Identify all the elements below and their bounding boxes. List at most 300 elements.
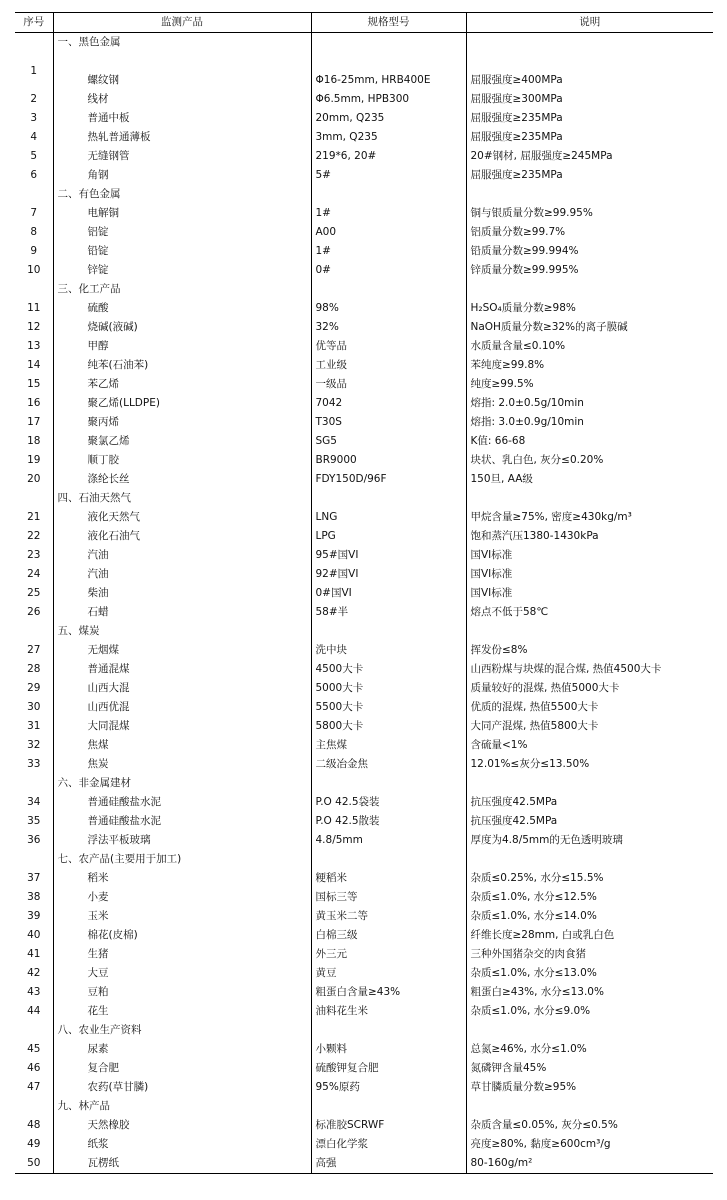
product-name: 电解铜 bbox=[53, 204, 311, 223]
description-value bbox=[466, 1097, 713, 1116]
row-number: 7 bbox=[30, 207, 38, 219]
row-number: 42 bbox=[27, 967, 41, 979]
table-row bbox=[15, 926, 713, 945]
spec-value: 洗中块 bbox=[311, 641, 466, 660]
spec-value: 粳稻米 bbox=[311, 869, 466, 888]
product-name: 液化天然气 bbox=[53, 508, 311, 527]
spec-value bbox=[311, 1021, 466, 1040]
product-name: 普通硅酸盐水泥 bbox=[53, 793, 311, 812]
row-number: 5 bbox=[30, 150, 38, 162]
product-name: 聚氯乙烯 bbox=[53, 432, 311, 451]
spec-value: 5# bbox=[311, 166, 466, 185]
table-row bbox=[15, 869, 713, 888]
spec-value: 0# bbox=[311, 261, 466, 280]
spec-value: T30S bbox=[311, 413, 466, 432]
spec-value: 主焦煤 bbox=[311, 736, 466, 755]
row-number: 14 bbox=[27, 359, 41, 371]
row-number: 50 bbox=[15, 1154, 53, 1174]
row-number: 36 bbox=[27, 834, 41, 846]
table-row bbox=[15, 964, 713, 983]
product-name: 山西优混 bbox=[53, 698, 311, 717]
row-number: 31 bbox=[27, 720, 41, 732]
spec-value bbox=[311, 280, 466, 299]
table-row bbox=[15, 1078, 713, 1097]
spec-value: 32% bbox=[311, 318, 466, 337]
row-number bbox=[15, 185, 53, 204]
description-value: 12.01%≤灰分≤13.50% bbox=[466, 755, 713, 774]
product-name: 大豆 bbox=[53, 964, 311, 983]
product-name: 汽油 bbox=[53, 546, 311, 565]
row-number: 48 bbox=[27, 1119, 41, 1131]
table-row bbox=[15, 242, 713, 261]
row-number: 43 bbox=[27, 986, 41, 998]
product-name: 瓦楞纸 bbox=[53, 1154, 311, 1174]
spec-value: 98% bbox=[311, 299, 466, 318]
spec-value: 黄玉米二等 bbox=[311, 907, 466, 926]
table-header-row bbox=[15, 13, 713, 33]
row-number: 15 bbox=[27, 378, 41, 390]
spec-value: P.O 42.5散装 bbox=[311, 812, 466, 831]
category-row bbox=[15, 489, 713, 508]
spec-value: 20mm, Q235 bbox=[311, 109, 466, 128]
description-value bbox=[466, 33, 713, 53]
row-number: 40 bbox=[27, 929, 41, 941]
description-value: 屈服强度≥300MPa bbox=[466, 90, 713, 109]
table-row bbox=[15, 1116, 713, 1135]
spec-value: 一级品 bbox=[311, 375, 466, 394]
product-name: 焦炭 bbox=[53, 755, 311, 774]
table-row bbox=[15, 318, 713, 337]
table-row bbox=[15, 375, 713, 394]
description-value: 甲烷含量≥75%, 密度≥430kg/m³ bbox=[466, 508, 713, 527]
row-number bbox=[15, 774, 53, 793]
description-value: H₂SO₄质量分数≥98% bbox=[466, 299, 713, 318]
table-row bbox=[15, 736, 713, 755]
row-number bbox=[15, 850, 53, 869]
category-label: 四、石油天然气 bbox=[53, 489, 311, 508]
table-row bbox=[15, 470, 713, 489]
category-row bbox=[15, 1021, 713, 1040]
row-number: 4 bbox=[30, 131, 38, 143]
spec-value: 国标三等 bbox=[311, 888, 466, 907]
product-name: 汽油 bbox=[53, 565, 311, 584]
category-label: 一、黑色金属 bbox=[53, 33, 311, 53]
row-number: 17 bbox=[27, 416, 41, 428]
description-value: 150旦, AA级 bbox=[466, 470, 713, 489]
category-row bbox=[15, 280, 713, 299]
spec-value bbox=[311, 850, 466, 869]
row-number: 49 bbox=[27, 1138, 41, 1150]
table-row bbox=[15, 508, 713, 527]
row-number: 13 bbox=[27, 340, 41, 352]
product-name: 铝锭 bbox=[53, 223, 311, 242]
description-value: 三种外国猪杂交的肉食猪 bbox=[466, 945, 713, 964]
table-row bbox=[15, 546, 713, 565]
product-name: 涤纶长丝 bbox=[53, 470, 311, 489]
row-number: 1 bbox=[30, 65, 38, 77]
spec-value bbox=[311, 33, 466, 53]
category-label: 八、农业生产资料 bbox=[53, 1021, 311, 1040]
description-value bbox=[466, 1021, 713, 1040]
product-name: 苯乙烯 bbox=[53, 375, 311, 394]
table-row bbox=[15, 1002, 713, 1021]
table-row bbox=[15, 1059, 713, 1078]
description-value: 纤维长度≥28mm, 白或乳白色 bbox=[466, 926, 713, 945]
row-number: 21 bbox=[27, 511, 41, 523]
table-row bbox=[15, 888, 713, 907]
spec-value: Φ16-25mm, HRB400E bbox=[311, 52, 466, 90]
category-row bbox=[15, 33, 713, 53]
table-row bbox=[15, 299, 713, 318]
spec-value: 95%原药 bbox=[311, 1078, 466, 1097]
row-number: 6 bbox=[30, 169, 38, 181]
spec-value: 小颗料 bbox=[311, 1040, 466, 1059]
table-row bbox=[15, 223, 713, 242]
product-name: 天然橡胶 bbox=[53, 1116, 311, 1135]
spec-value: Φ6.5mm, HPB300 bbox=[311, 90, 466, 109]
product-name: 稻米 bbox=[53, 869, 311, 888]
description-value: 屈服强度≥235MPa bbox=[466, 109, 713, 128]
row-number: 19 bbox=[27, 454, 41, 466]
row-number: 25 bbox=[27, 587, 41, 599]
table-row bbox=[15, 679, 713, 698]
row-number: 38 bbox=[27, 891, 41, 903]
spec-value: 外三元 bbox=[311, 945, 466, 964]
product-name: 小麦 bbox=[53, 888, 311, 907]
spec-value bbox=[311, 774, 466, 793]
spec-value: 标准胶SCRWF bbox=[311, 1116, 466, 1135]
product-name: 柴油 bbox=[53, 584, 311, 603]
description-value: 山西粉煤与块煤的混合煤, 热值4500大卡 bbox=[466, 660, 713, 679]
row-number: 3 bbox=[30, 112, 38, 124]
description-value: 饱和蒸汽压1380-1430kPa bbox=[466, 527, 713, 546]
category-row bbox=[15, 185, 713, 204]
table-row bbox=[15, 641, 713, 660]
product-name: 线材 bbox=[53, 90, 311, 109]
table-row bbox=[15, 983, 713, 1002]
spec-value: 硫酸钾复合肥 bbox=[311, 1059, 466, 1078]
description-value: 80-160g/m² bbox=[466, 1154, 713, 1174]
table-row bbox=[15, 1154, 713, 1174]
description-value: 杂质≤1.0%, 水分≤9.0% bbox=[466, 1002, 713, 1021]
table-row bbox=[15, 603, 713, 622]
product-name: 焦煤 bbox=[53, 736, 311, 755]
spec-value: P.O 42.5袋装 bbox=[311, 793, 466, 812]
spec-value: 粗蛋白含量≥43% bbox=[311, 983, 466, 1002]
table-row bbox=[15, 432, 713, 451]
table-row bbox=[15, 337, 713, 356]
product-name: 铅锭 bbox=[53, 242, 311, 261]
description-value: 杂质≤1.0%, 水分≤14.0% bbox=[466, 907, 713, 926]
table-row bbox=[15, 1040, 713, 1059]
description-value: 20#钢材, 屈服强度≥245MPa bbox=[466, 147, 713, 166]
spec-value: BR9000 bbox=[311, 451, 466, 470]
product-name: 普通中板 bbox=[53, 109, 311, 128]
table-row bbox=[15, 413, 713, 432]
table-row bbox=[15, 527, 713, 546]
table-row bbox=[15, 907, 713, 926]
table-row bbox=[15, 945, 713, 964]
description-value: 国VI标准 bbox=[466, 546, 713, 565]
row-number: 46 bbox=[27, 1062, 41, 1074]
table-row bbox=[15, 717, 713, 736]
description-value: 杂质≤1.0%, 水分≤13.0% bbox=[466, 964, 713, 983]
category-label: 九、林产品 bbox=[53, 1097, 311, 1116]
description-value: 草甘膦质量分数≥95% bbox=[466, 1078, 713, 1097]
header-number: 序号 bbox=[15, 13, 53, 33]
product-name: 无缝钢管 bbox=[53, 147, 311, 166]
table-row bbox=[15, 451, 713, 470]
description-value: 铜与银质量分数≥99.95% bbox=[466, 204, 713, 223]
table-row bbox=[15, 166, 713, 185]
category-label: 六、非金属建材 bbox=[53, 774, 311, 793]
spec-value bbox=[311, 185, 466, 204]
description-value: 质量较好的混煤, 热值5000大卡 bbox=[466, 679, 713, 698]
header-spec: 规格型号 bbox=[311, 13, 466, 33]
product-name: 普通硅酸盐水泥 bbox=[53, 812, 311, 831]
description-value: 熔点不低于58℃ bbox=[466, 603, 713, 622]
description-value: 块状、乳白色, 灰分≤0.20% bbox=[466, 451, 713, 470]
description-value bbox=[466, 850, 713, 869]
category-label: 三、化工产品 bbox=[53, 280, 311, 299]
product-name: 螺纹钢 bbox=[53, 52, 311, 90]
spec-value: 黄豆 bbox=[311, 964, 466, 983]
spec-value: 油料花生米 bbox=[311, 1002, 466, 1021]
header-description: 说明 bbox=[466, 13, 713, 33]
spec-value: 工业级 bbox=[311, 356, 466, 375]
description-value: 厚度为4.8/5mm的无色透明玻璃 bbox=[466, 831, 713, 850]
row-number: 33 bbox=[27, 758, 41, 770]
description-value: 铅质量分数≥99.994% bbox=[466, 242, 713, 261]
spec-value: LNG bbox=[311, 508, 466, 527]
product-name: 角钢 bbox=[53, 166, 311, 185]
spec-value: 5800大卡 bbox=[311, 717, 466, 736]
product-name: 生猪 bbox=[53, 945, 311, 964]
table-row bbox=[15, 147, 713, 166]
table-row bbox=[15, 660, 713, 679]
table-row bbox=[15, 812, 713, 831]
spec-value bbox=[311, 622, 466, 641]
monitoring-table-container bbox=[15, 12, 713, 1174]
product-name: 液化石油气 bbox=[53, 527, 311, 546]
description-value: 杂质≤0.25%, 水分≤15.5% bbox=[466, 869, 713, 888]
spec-value bbox=[311, 1097, 466, 1116]
product-name: 玉米 bbox=[53, 907, 311, 926]
description-value: 优质的混煤, 热值5500大卡 bbox=[466, 698, 713, 717]
description-value bbox=[466, 185, 713, 204]
description-value: 国VI标准 bbox=[466, 584, 713, 603]
table-row bbox=[15, 831, 713, 850]
row-number: 26 bbox=[27, 606, 41, 618]
category-row bbox=[15, 622, 713, 641]
description-value: 粗蛋白≥43%, 水分≤13.0% bbox=[466, 983, 713, 1002]
row-number: 35 bbox=[27, 815, 41, 827]
product-name: 豆粕 bbox=[53, 983, 311, 1002]
product-name: 浮法平板玻璃 bbox=[53, 831, 311, 850]
product-name: 烧碱(液碱) bbox=[53, 318, 311, 337]
category-row bbox=[15, 774, 713, 793]
product-name: 锌锭 bbox=[53, 261, 311, 280]
table-row bbox=[15, 52, 713, 90]
description-value: 熔指: 2.0±0.5g/10min bbox=[466, 394, 713, 413]
row-number bbox=[15, 489, 53, 508]
row-number: 2 bbox=[30, 93, 38, 105]
row-number: 11 bbox=[27, 302, 41, 314]
row-number: 22 bbox=[27, 530, 41, 542]
description-value: 屈服强度≥235MPa bbox=[466, 128, 713, 147]
description-value: 杂质含量≤0.05%, 灰分≤0.5% bbox=[466, 1116, 713, 1135]
table-row bbox=[15, 584, 713, 603]
product-name: 农药(草甘膦) bbox=[53, 1078, 311, 1097]
table-row bbox=[15, 128, 713, 147]
row-number: 20 bbox=[27, 473, 41, 485]
spec-value: A00 bbox=[311, 223, 466, 242]
row-number bbox=[15, 33, 53, 53]
description-value: 锌质量分数≥99.995% bbox=[466, 261, 713, 280]
spec-value: 优等品 bbox=[311, 337, 466, 356]
description-value bbox=[466, 489, 713, 508]
product-name: 甲醇 bbox=[53, 337, 311, 356]
description-value: 水质量含量≤0.10% bbox=[466, 337, 713, 356]
row-number: 45 bbox=[27, 1043, 41, 1055]
spec-value: 95#国VI bbox=[311, 546, 466, 565]
table-row bbox=[15, 394, 713, 413]
description-value: NaOH质量分数≥32%的离子膜碱 bbox=[466, 318, 713, 337]
row-number: 27 bbox=[27, 644, 41, 656]
row-number: 23 bbox=[27, 549, 41, 561]
row-number: 10 bbox=[27, 264, 41, 276]
spec-value: 4.8/5mm bbox=[311, 831, 466, 850]
description-value bbox=[466, 280, 713, 299]
spec-value: FDY150D/96F bbox=[311, 470, 466, 489]
spec-value: 高强 bbox=[311, 1154, 466, 1174]
description-value bbox=[466, 774, 713, 793]
description-value: 铝质量分数≥99.7% bbox=[466, 223, 713, 242]
description-value: 杂质≤1.0%, 水分≤12.5% bbox=[466, 888, 713, 907]
spec-value: 58#半 bbox=[311, 603, 466, 622]
row-number bbox=[15, 1097, 53, 1116]
spec-value bbox=[311, 489, 466, 508]
description-value: 大同产混煤, 热值5800大卡 bbox=[466, 717, 713, 736]
spec-value: SG5 bbox=[311, 432, 466, 451]
row-number: 28 bbox=[27, 663, 41, 675]
product-name: 复合肥 bbox=[53, 1059, 311, 1078]
category-row bbox=[15, 850, 713, 869]
table-row bbox=[15, 565, 713, 584]
table-row bbox=[15, 109, 713, 128]
description-value bbox=[466, 622, 713, 641]
product-name: 聚乙烯(LLDPE) bbox=[53, 394, 311, 413]
row-number: 30 bbox=[27, 701, 41, 713]
spec-value: 7042 bbox=[311, 394, 466, 413]
row-number bbox=[15, 280, 53, 299]
row-number: 34 bbox=[27, 796, 41, 808]
row-number: 47 bbox=[27, 1081, 41, 1093]
product-name: 顺丁胶 bbox=[53, 451, 311, 470]
row-number: 32 bbox=[27, 739, 41, 751]
header-product: 监测产品 bbox=[53, 13, 311, 33]
row-number: 41 bbox=[27, 948, 41, 960]
product-name: 普通混煤 bbox=[53, 660, 311, 679]
table-row bbox=[15, 793, 713, 812]
row-number: 8 bbox=[30, 226, 38, 238]
description-value: 总氮≥46%, 水分≤1.0% bbox=[466, 1040, 713, 1059]
category-label: 二、有色金属 bbox=[53, 185, 311, 204]
spec-value: 0#国VI bbox=[311, 584, 466, 603]
category-label: 五、煤炭 bbox=[53, 622, 311, 641]
row-number: 18 bbox=[27, 435, 41, 447]
product-name: 纯苯(石油苯) bbox=[53, 356, 311, 375]
table-body bbox=[15, 33, 713, 1174]
product-name: 尿素 bbox=[53, 1040, 311, 1059]
row-number bbox=[15, 622, 53, 641]
row-number: 37 bbox=[27, 872, 41, 884]
table-row bbox=[15, 755, 713, 774]
spec-value: 1# bbox=[311, 204, 466, 223]
spec-value: 5000大卡 bbox=[311, 679, 466, 698]
description-value: 抗压强度42.5MPa bbox=[466, 793, 713, 812]
category-row bbox=[15, 1097, 713, 1116]
product-name: 大同混煤 bbox=[53, 717, 311, 736]
table-row bbox=[15, 356, 713, 375]
description-value: 国VI标准 bbox=[466, 565, 713, 584]
product-name: 花生 bbox=[53, 1002, 311, 1021]
product-name: 无烟煤 bbox=[53, 641, 311, 660]
row-number: 39 bbox=[27, 910, 41, 922]
row-number: 16 bbox=[27, 397, 41, 409]
product-name: 山西大混 bbox=[53, 679, 311, 698]
description-value: 挥发份≤8% bbox=[466, 641, 713, 660]
row-number: 9 bbox=[30, 245, 38, 257]
row-number: 12 bbox=[27, 321, 41, 333]
spec-value: 漂白化学浆 bbox=[311, 1135, 466, 1154]
description-value: 屈服强度≥400MPa bbox=[466, 52, 713, 90]
description-value: 含硫量<1% bbox=[466, 736, 713, 755]
row-number: 24 bbox=[27, 568, 41, 580]
spec-value: 5500大卡 bbox=[311, 698, 466, 717]
product-name: 聚丙烯 bbox=[53, 413, 311, 432]
product-name: 纸浆 bbox=[53, 1135, 311, 1154]
description-value: 亮度≥80%, 黏度≥600cm³/g bbox=[466, 1135, 713, 1154]
product-name: 热轧普通薄板 bbox=[53, 128, 311, 147]
description-value: K值: 66-68 bbox=[466, 432, 713, 451]
table-row bbox=[15, 204, 713, 223]
spec-value: 3mm, Q235 bbox=[311, 128, 466, 147]
description-value: 纯度≥99.5% bbox=[466, 375, 713, 394]
table-row bbox=[15, 1135, 713, 1154]
product-name: 棉花(皮棉) bbox=[53, 926, 311, 945]
spec-value: 92#国VI bbox=[311, 565, 466, 584]
table-row bbox=[15, 90, 713, 109]
category-label: 七、农产品(主要用于加工) bbox=[53, 850, 311, 869]
description-value: 氮磷钾含量45% bbox=[466, 1059, 713, 1078]
table-row bbox=[15, 698, 713, 717]
spec-value: 219*6, 20# bbox=[311, 147, 466, 166]
description-value: 苯纯度≥99.8% bbox=[466, 356, 713, 375]
description-value: 抗压强度42.5MPa bbox=[466, 812, 713, 831]
description-value: 熔指: 3.0±0.9g/10min bbox=[466, 413, 713, 432]
spec-value: 白棉三级 bbox=[311, 926, 466, 945]
row-number bbox=[15, 1021, 53, 1040]
row-number: 29 bbox=[27, 682, 41, 694]
product-monitoring-table bbox=[15, 12, 713, 1174]
product-name: 硫酸 bbox=[53, 299, 311, 318]
spec-value: 1# bbox=[311, 242, 466, 261]
description-value: 屈服强度≥235MPa bbox=[466, 166, 713, 185]
product-name: 石蜡 bbox=[53, 603, 311, 622]
spec-value: LPG bbox=[311, 527, 466, 546]
spec-value: 二级冶金焦 bbox=[311, 755, 466, 774]
